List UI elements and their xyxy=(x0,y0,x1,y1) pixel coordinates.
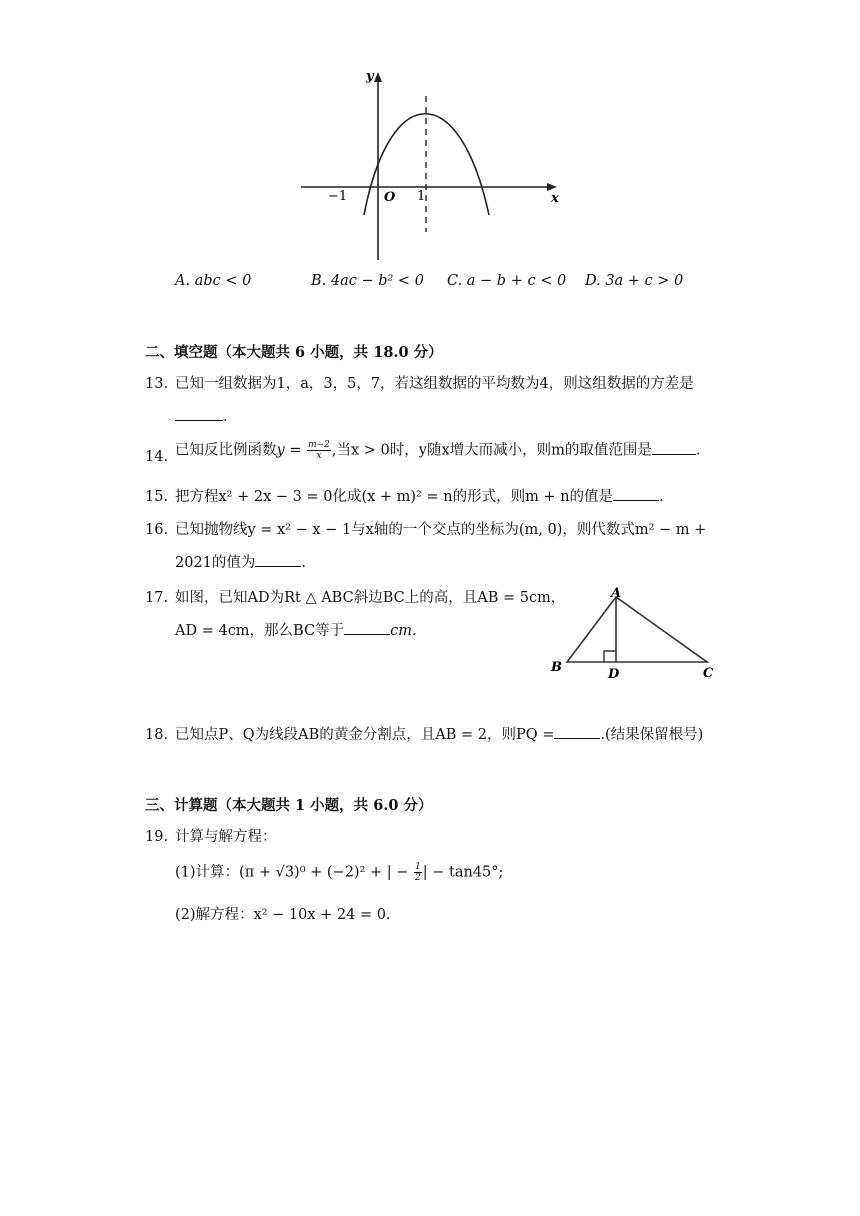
answer-blank xyxy=(652,442,696,455)
fraction-numerator: 1 xyxy=(415,862,421,872)
parabola-graph xyxy=(295,60,575,270)
part1-post: | − tan45°; xyxy=(422,864,504,881)
vertex-b-label: B xyxy=(551,660,562,675)
question-19-part2: (2)解方程：x² − 10x + 24 = 0. xyxy=(175,907,391,923)
question-19-number: 19. xyxy=(145,829,169,845)
question-18-text xyxy=(175,725,703,745)
vertex-a-label: A xyxy=(611,586,622,601)
question-13-text: 已知一组数据为1，a，3，5，7，若这组数据的平均数为4，则这组数据的方差是 xyxy=(175,376,694,392)
tick-neg1-label: −1 xyxy=(328,189,348,204)
part1-pre: (1)计算：(π + √3)⁰ + (−2)² + | − xyxy=(175,864,409,881)
question-16-number: 16. xyxy=(145,522,169,538)
question-16-line2 xyxy=(175,553,306,573)
fraction-denominator: x xyxy=(316,451,322,461)
answer-blank xyxy=(255,554,301,567)
question-14-post: ,当x > 0时，y随x增大而减小，则m的取值范围是 xyxy=(331,442,652,459)
question-17-number: 17. xyxy=(145,590,169,606)
tick-1-label: 1 xyxy=(417,189,426,204)
x-axis-label: x xyxy=(551,191,559,206)
question-18-number: 18. xyxy=(145,727,169,743)
question-14-text xyxy=(175,440,700,461)
question-19-text: 计算与解方程： xyxy=(175,829,277,845)
fraction xyxy=(414,862,422,883)
answer-blank xyxy=(175,408,223,421)
choice-a: A. abc < 0 xyxy=(175,273,252,289)
section-title-calculation: 三、计算题（本大题共 1 小题，共 6.0 分） xyxy=(145,797,433,814)
question-18-end: .(结果保留根号) xyxy=(600,727,704,743)
vertex-d-label: D xyxy=(608,667,620,682)
choice-d: D. 3a + c > 0 xyxy=(585,273,684,289)
question-18-body: 已知点P、Q为线段AB的黄金分割点，且AB = 2，则PQ = xyxy=(175,727,555,743)
question-15-number: 15. xyxy=(145,489,169,505)
question-17-body2: AD = 4cm，那么BC等于 xyxy=(175,623,345,639)
question-16-text: 已知抛物线y = x² − x − 1与x轴的一个交点的坐标为(m, 0)，则代数式m² − m + xyxy=(175,522,707,538)
choice-b: B. 4ac − b² < 0 xyxy=(311,273,424,289)
answer-blank xyxy=(613,488,659,501)
answer-blank xyxy=(344,622,390,635)
fraction-denominator: 2 xyxy=(415,873,421,883)
question-15-text xyxy=(175,487,664,507)
question-16-end: . xyxy=(301,555,307,571)
question-14-number: 14. xyxy=(145,449,169,465)
question-14-pre: 已知反比例函数 xyxy=(175,442,277,459)
fraction-numerator: m−2 xyxy=(308,440,330,450)
question-14-func: y = xyxy=(276,442,302,459)
question-19-part1 xyxy=(175,862,503,883)
answer-blank xyxy=(554,726,600,739)
question-15-body: 把方程x² + 2x − 3 = 0化成(x + m)² = n的形式，则m + n的值是 xyxy=(175,489,614,505)
y-axis-label: y xyxy=(366,69,374,84)
question-13-line2 xyxy=(175,407,228,427)
choice-c: C. a − b + c < 0 xyxy=(447,273,567,289)
question-13-end: . xyxy=(223,409,228,425)
question-17-text: 如图，已知AD为Rt △ ABC斜边BC上的高，且AB = 5cm， xyxy=(175,590,566,606)
question-15-end: . xyxy=(659,489,664,505)
section-title-fill-in: 二、填空题（本大题共 6 小题，共 18.0 分） xyxy=(145,344,443,361)
origin-label: O xyxy=(384,190,396,205)
question-13-number: 13. xyxy=(145,376,169,392)
triangle-figure xyxy=(545,582,725,684)
question-14-end: . xyxy=(695,442,701,459)
question-17-line2 xyxy=(175,621,417,641)
question-16-body2: 2021的值为 xyxy=(175,555,256,571)
fraction xyxy=(307,440,331,461)
vertex-c-label: C xyxy=(703,666,714,681)
question-17-unit: cm. xyxy=(390,623,417,639)
